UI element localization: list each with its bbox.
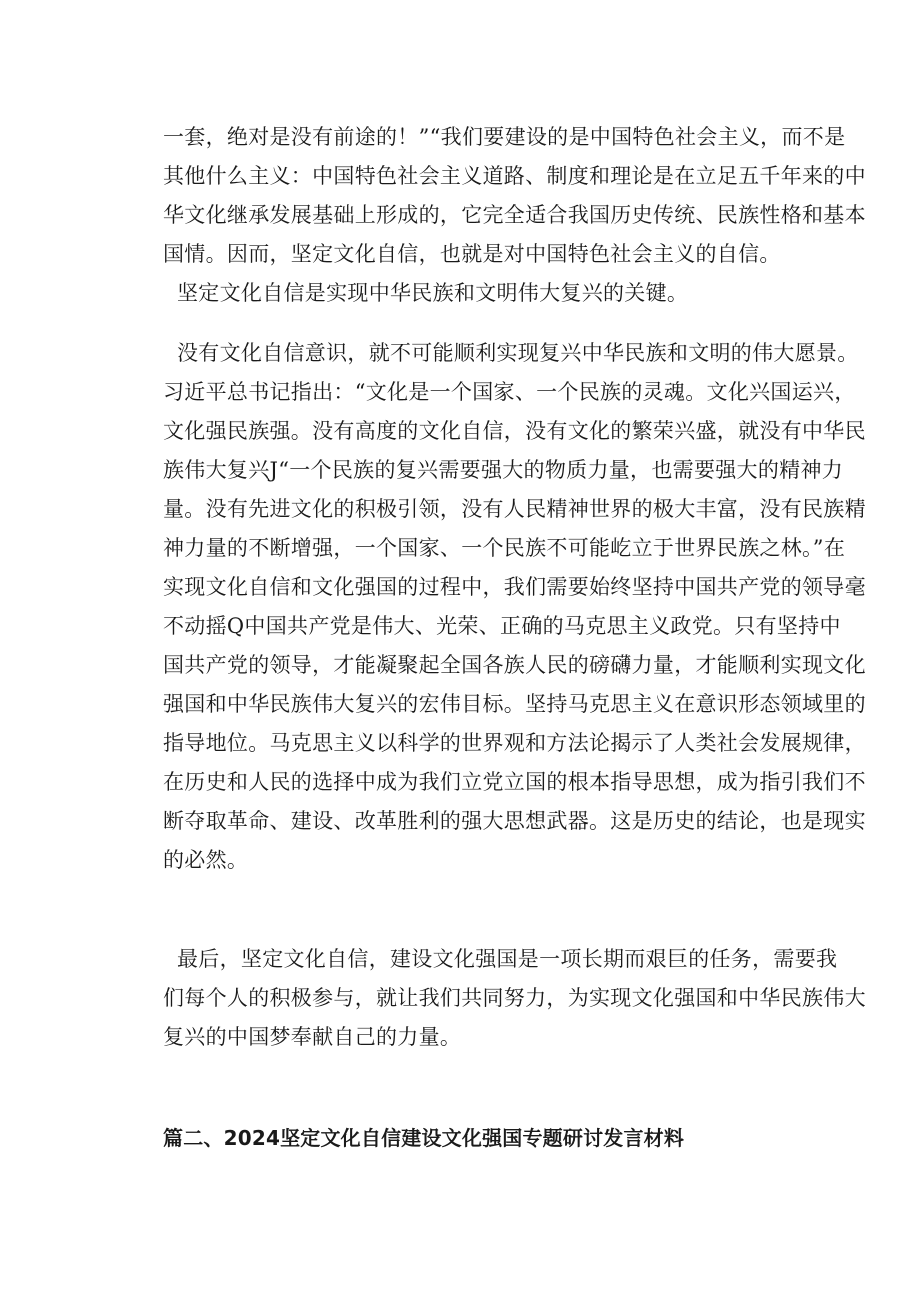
paragraph-line: 一套，绝对是没有前途的！”“我们要建设的是中国特色社会主义，而不是 — [163, 125, 846, 149]
paragraph-line: 国情。因而，坚定文化自信，也就是对中国特色社会主义的自信。 — [163, 242, 781, 266]
paragraph-line: 复兴的中国梦奉献自己的力量。 — [163, 1025, 462, 1049]
paragraph-line: 强国和中华民族伟大复兴的宏伟目标。坚持马克思主义在意识形态领域里的 — [163, 692, 866, 716]
paragraph-line: 坚定文化自信是实现中华民族和文明伟大复兴的关键。 — [177, 281, 689, 305]
paragraph-line: 们每个人的积极参与，就让我们共同努力，为实现文化强国和中华民族伟大 — [163, 986, 866, 1010]
paragraph-line: 神力量的不断增强，一个国家、一个民族不可能屹立于世界民族之林。”在 — [163, 536, 846, 560]
paragraph-line: 华文化继承发展基础上形成的，它完全适合我国历史传统、民族性格和基本 — [163, 203, 866, 227]
paragraph-line: 文化强民族强。没有高度的文化自信，没有文化的繁荣兴盛，就没有中华民 — [163, 419, 866, 443]
paragraph-line: 量。没有先进文化的积极引领，没有人民精神世界的极大丰富，没有民族精 — [163, 497, 866, 521]
paragraph-1 — [163, 118, 866, 274]
paragraph-line: 实现文化自信和文化强国的过程中，我们需要始终坚持中国共产党的领导毫 — [163, 575, 866, 599]
paragraph-line: 国共产党的领导，才能凝聚起全国各族人民的磅礴力量，才能顺利实现文化 — [163, 653, 866, 677]
section-heading: 篇二、2024坚定文化自信建设文化强国专题研讨发言材料 — [163, 1126, 685, 1150]
paragraph-line: 族伟大复兴J“一个民族的复兴需要强大的物质力量，也需要强大的精神力 — [163, 458, 844, 482]
paragraph-line: 不动摇Q中国共产党是伟大、光荣、正确的马克思主义政党。只有坚持中 — [163, 614, 841, 638]
paragraph-line: 最后，坚定文化自信，建设文化强国是一项长期而艰巨的任务，需要我 — [177, 947, 838, 971]
paragraph-line: 的必然。 — [163, 848, 249, 872]
paragraph-line: 指导地位。马克思主义以科学的世界观和方法论揭示了人类社会发展规律， — [163, 731, 866, 755]
paragraph-line: 其他什么主义：中国特色社会主义道路、制度和理论是在立足五千年来的中 — [163, 164, 866, 188]
paragraph-line: 断夺取革命、建设、改革胜利的强大思想武器。这是历史的结论，也是现实 — [163, 809, 866, 833]
paragraph-line: 习近平总书记指出：“文化是一个国家、一个民族的灵魂。文化兴国运兴， — [163, 380, 856, 404]
paragraph-4 — [163, 940, 866, 1057]
paragraph-line: 没有文化自信意识，就不可能顺利实现复兴中华民族和文明的伟大愿景。 — [177, 341, 859, 365]
paragraph-3 — [163, 334, 866, 880]
paragraph-2 — [163, 274, 803, 313]
paragraph-line: 在历史和人民的选择中成为我们立党立国的根本指导思想，成为指引我们不 — [163, 770, 866, 794]
